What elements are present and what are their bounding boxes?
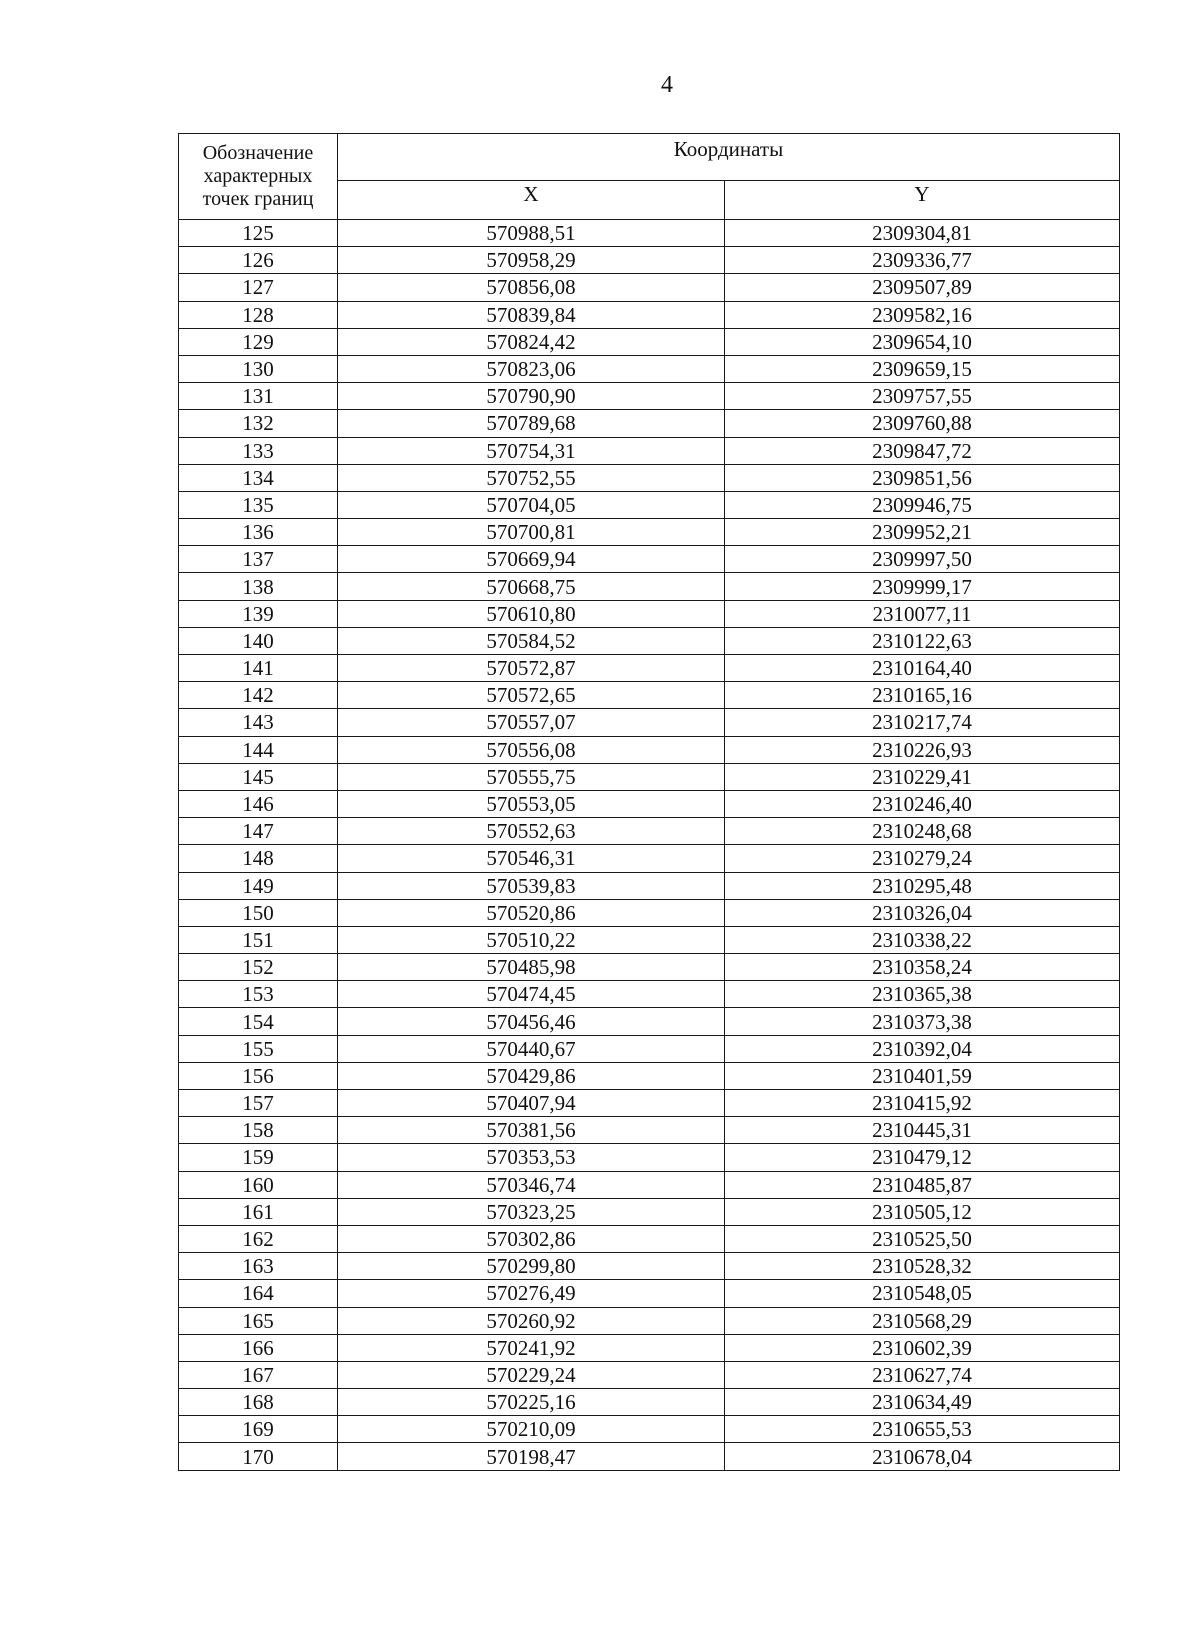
- point-cell: 130: [179, 355, 338, 382]
- x-coordinate-cell: 570572,65: [338, 682, 725, 709]
- x-coordinate-cell: 570754,31: [338, 437, 725, 464]
- x-coordinate-cell: 570789,68: [338, 410, 725, 437]
- x-coordinate-cell: 570302,86: [338, 1225, 725, 1252]
- y-column-header: Y: [725, 181, 1120, 220]
- x-coordinate-cell: 570210,09: [338, 1416, 725, 1443]
- point-cell: 139: [179, 600, 338, 627]
- point-cell: 167: [179, 1361, 338, 1388]
- y-coordinate-cell: 2310122,63: [725, 627, 1120, 654]
- y-coordinate-cell: 2310295,48: [725, 872, 1120, 899]
- y-coordinate-cell: 2309582,16: [725, 301, 1120, 328]
- table-row: [179, 872, 1120, 899]
- point-cell: 158: [179, 1117, 338, 1144]
- y-coordinate-cell: 2310627,74: [725, 1361, 1120, 1388]
- point-cell: 127: [179, 274, 338, 301]
- x-coordinate-cell: 570456,46: [338, 1008, 725, 1035]
- y-coordinate-cell: 2310226,93: [725, 736, 1120, 763]
- point-cell: 132: [179, 410, 338, 437]
- point-cell: 155: [179, 1035, 338, 1062]
- point-cell: 150: [179, 899, 338, 926]
- x-coordinate-cell: 570276,49: [338, 1280, 725, 1307]
- table-row: [179, 981, 1120, 1008]
- point-cell: 149: [179, 872, 338, 899]
- x-coordinate-cell: 570790,90: [338, 383, 725, 410]
- y-coordinate-cell: 2310678,04: [725, 1443, 1120, 1470]
- y-coordinate-cell: 2310326,04: [725, 899, 1120, 926]
- table-row: [179, 1389, 1120, 1416]
- table-row: [179, 1253, 1120, 1280]
- table-row: [179, 845, 1120, 872]
- x-coordinate-cell: 570700,81: [338, 519, 725, 546]
- x-coordinate-cell: 570440,67: [338, 1035, 725, 1062]
- y-coordinate-cell: 2309847,72: [725, 437, 1120, 464]
- table-row: [179, 600, 1120, 627]
- y-coordinate-cell: 2310164,40: [725, 655, 1120, 682]
- y-coordinate-cell: 2310338,22: [725, 926, 1120, 953]
- y-coordinate-cell: 2310401,59: [725, 1062, 1120, 1089]
- point-cell: 160: [179, 1171, 338, 1198]
- table-row: [179, 682, 1120, 709]
- point-cell: 151: [179, 926, 338, 953]
- y-coordinate-cell: 2309851,56: [725, 464, 1120, 491]
- point-cell: 137: [179, 546, 338, 573]
- point-cell: 168: [179, 1389, 338, 1416]
- table-row: [179, 1198, 1120, 1225]
- x-coordinate-cell: 570539,83: [338, 872, 725, 899]
- point-cell: 141: [179, 655, 338, 682]
- table-row: [179, 1416, 1120, 1443]
- table-row: [179, 1117, 1120, 1144]
- table-row: [179, 519, 1120, 546]
- point-cell: 131: [179, 383, 338, 410]
- table-row: [179, 247, 1120, 274]
- table-row: [179, 1307, 1120, 1334]
- x-coordinate-cell: 570988,51: [338, 220, 725, 247]
- point-cell: 165: [179, 1307, 338, 1334]
- table-row: [179, 1062, 1120, 1089]
- point-cell: 143: [179, 709, 338, 736]
- y-coordinate-cell: 2310525,50: [725, 1225, 1120, 1252]
- x-coordinate-cell: 570610,80: [338, 600, 725, 627]
- table-row: [179, 220, 1120, 247]
- point-cell: 153: [179, 981, 338, 1008]
- point-cell: 128: [179, 301, 338, 328]
- table-row: [179, 383, 1120, 410]
- point-designation-header: Обозначение характерных точек границ: [179, 134, 338, 220]
- point-cell: 145: [179, 763, 338, 790]
- page-number: 4: [661, 72, 673, 98]
- x-coordinate-cell: 570299,80: [338, 1253, 725, 1280]
- table-row: [179, 818, 1120, 845]
- table-row: [179, 1008, 1120, 1035]
- table-row: [179, 437, 1120, 464]
- y-coordinate-cell: 2310528,32: [725, 1253, 1120, 1280]
- table-row: [179, 790, 1120, 817]
- point-cell: 161: [179, 1198, 338, 1225]
- x-coordinate-cell: 570553,05: [338, 790, 725, 817]
- x-coordinate-cell: 570824,42: [338, 328, 725, 355]
- point-cell: 129: [179, 328, 338, 355]
- x-coordinate-cell: 570225,16: [338, 1389, 725, 1416]
- y-coordinate-cell: 2310634,49: [725, 1389, 1120, 1416]
- y-coordinate-cell: 2309997,50: [725, 546, 1120, 573]
- x-coordinate-cell: 570552,63: [338, 818, 725, 845]
- table-row: [179, 1090, 1120, 1117]
- x-coordinate-cell: 570704,05: [338, 491, 725, 518]
- x-coordinate-cell: 570557,07: [338, 709, 725, 736]
- point-cell: 152: [179, 954, 338, 981]
- point-cell: 144: [179, 736, 338, 763]
- y-coordinate-cell: 2309507,89: [725, 274, 1120, 301]
- table-row: [179, 410, 1120, 437]
- table-row: [179, 328, 1120, 355]
- x-coordinate-cell: 570229,24: [338, 1361, 725, 1388]
- x-coordinate-cell: 570669,94: [338, 546, 725, 573]
- table-row: [179, 301, 1120, 328]
- y-coordinate-cell: 2310373,38: [725, 1008, 1120, 1035]
- table-row: [179, 1171, 1120, 1198]
- table-row: [179, 763, 1120, 790]
- x-coordinate-cell: 570485,98: [338, 954, 725, 981]
- x-column-header: X: [338, 181, 725, 220]
- x-coordinate-cell: 570958,29: [338, 247, 725, 274]
- y-coordinate-cell: 2310248,68: [725, 818, 1120, 845]
- y-coordinate-cell: 2310485,87: [725, 1171, 1120, 1198]
- x-coordinate-cell: 570668,75: [338, 573, 725, 600]
- table-row: [179, 274, 1120, 301]
- table-row: [179, 1035, 1120, 1062]
- point-cell: 126: [179, 247, 338, 274]
- x-coordinate-cell: 570839,84: [338, 301, 725, 328]
- y-coordinate-cell: 2310548,05: [725, 1280, 1120, 1307]
- y-coordinate-cell: 2309952,21: [725, 519, 1120, 546]
- point-cell: 146: [179, 790, 338, 817]
- y-coordinate-cell: 2310217,74: [725, 709, 1120, 736]
- table-row: [179, 709, 1120, 736]
- y-coordinate-cell: 2310505,12: [725, 1198, 1120, 1225]
- point-cell: 157: [179, 1090, 338, 1117]
- point-cell: 125: [179, 220, 338, 247]
- table-row: [179, 355, 1120, 382]
- point-cell: 159: [179, 1144, 338, 1171]
- point-cell: 166: [179, 1334, 338, 1361]
- x-coordinate-cell: 570572,87: [338, 655, 725, 682]
- table-row: [179, 1144, 1120, 1171]
- x-coordinate-cell: 570823,06: [338, 355, 725, 382]
- table-row: [179, 573, 1120, 600]
- point-cell: 169: [179, 1416, 338, 1443]
- y-coordinate-cell: 2310358,24: [725, 954, 1120, 981]
- table-row: [179, 1361, 1120, 1388]
- point-cell: 134: [179, 464, 338, 491]
- table-row: [179, 1443, 1120, 1470]
- x-coordinate-cell: 570584,52: [338, 627, 725, 654]
- x-coordinate-cell: 570407,94: [338, 1090, 725, 1117]
- table-row: [179, 655, 1120, 682]
- x-coordinate-cell: 570429,86: [338, 1062, 725, 1089]
- y-coordinate-cell: 2310655,53: [725, 1416, 1120, 1443]
- x-coordinate-cell: 570260,92: [338, 1307, 725, 1334]
- y-coordinate-cell: 2310445,31: [725, 1117, 1120, 1144]
- x-coordinate-cell: 570323,25: [338, 1198, 725, 1225]
- x-coordinate-cell: 570381,56: [338, 1117, 725, 1144]
- table-row: [179, 546, 1120, 573]
- y-coordinate-cell: 2309946,75: [725, 491, 1120, 518]
- x-coordinate-cell: 570346,74: [338, 1171, 725, 1198]
- y-coordinate-cell: 2310229,41: [725, 763, 1120, 790]
- table-row: [179, 464, 1120, 491]
- x-coordinate-cell: 570556,08: [338, 736, 725, 763]
- x-coordinate-cell: 570520,86: [338, 899, 725, 926]
- y-coordinate-cell: 2309654,10: [725, 328, 1120, 355]
- table-body: [179, 220, 1120, 1471]
- table-header: [179, 134, 1120, 220]
- point-cell: 138: [179, 573, 338, 600]
- table-row: [179, 1280, 1120, 1307]
- x-coordinate-cell: 570510,22: [338, 926, 725, 953]
- point-cell: 164: [179, 1280, 338, 1307]
- point-cell: 156: [179, 1062, 338, 1089]
- table-row: [179, 1225, 1120, 1252]
- y-coordinate-cell: 2310279,24: [725, 845, 1120, 872]
- point-cell: 142: [179, 682, 338, 709]
- point-cell: 135: [179, 491, 338, 518]
- y-coordinate-cell: 2310479,12: [725, 1144, 1120, 1171]
- table-row: [179, 627, 1120, 654]
- point-cell: 133: [179, 437, 338, 464]
- x-coordinate-cell: 570555,75: [338, 763, 725, 790]
- table-row: [179, 1334, 1120, 1361]
- table-row: [179, 926, 1120, 953]
- y-coordinate-cell: 2309304,81: [725, 220, 1120, 247]
- point-cell: 154: [179, 1008, 338, 1035]
- y-coordinate-cell: 2310392,04: [725, 1035, 1120, 1062]
- x-coordinate-cell: 570353,53: [338, 1144, 725, 1171]
- y-coordinate-cell: 2310415,92: [725, 1090, 1120, 1117]
- x-coordinate-cell: 570474,45: [338, 981, 725, 1008]
- point-cell: 170: [179, 1443, 338, 1470]
- point-cell: 148: [179, 845, 338, 872]
- table-row: [179, 491, 1120, 518]
- point-cell: 140: [179, 627, 338, 654]
- y-coordinate-cell: 2310365,38: [725, 981, 1120, 1008]
- table-row: [179, 954, 1120, 981]
- y-coordinate-cell: 2310165,16: [725, 682, 1120, 709]
- coordinates-header: Координаты: [338, 134, 1120, 181]
- y-coordinate-cell: 2309336,77: [725, 247, 1120, 274]
- y-coordinate-cell: 2309659,15: [725, 355, 1120, 382]
- x-coordinate-cell: 570856,08: [338, 274, 725, 301]
- y-coordinate-cell: 2310602,39: [725, 1334, 1120, 1361]
- point-cell: 147: [179, 818, 338, 845]
- x-coordinate-cell: 570198,47: [338, 1443, 725, 1470]
- table-row: [179, 899, 1120, 926]
- y-coordinate-cell: 2310077,11: [725, 600, 1120, 627]
- x-coordinate-cell: 570241,92: [338, 1334, 725, 1361]
- table-row: [179, 736, 1120, 763]
- y-coordinate-cell: 2309760,88: [725, 410, 1120, 437]
- x-coordinate-cell: 570546,31: [338, 845, 725, 872]
- point-cell: 163: [179, 1253, 338, 1280]
- y-coordinate-cell: 2310246,40: [725, 790, 1120, 817]
- y-coordinate-cell: 2309757,55: [725, 383, 1120, 410]
- y-coordinate-cell: 2310568,29: [725, 1307, 1120, 1334]
- point-cell: 136: [179, 519, 338, 546]
- y-coordinate-cell: 2309999,17: [725, 573, 1120, 600]
- point-cell: 162: [179, 1225, 338, 1252]
- x-coordinate-cell: 570752,55: [338, 464, 725, 491]
- coordinates-table: [178, 133, 1120, 1471]
